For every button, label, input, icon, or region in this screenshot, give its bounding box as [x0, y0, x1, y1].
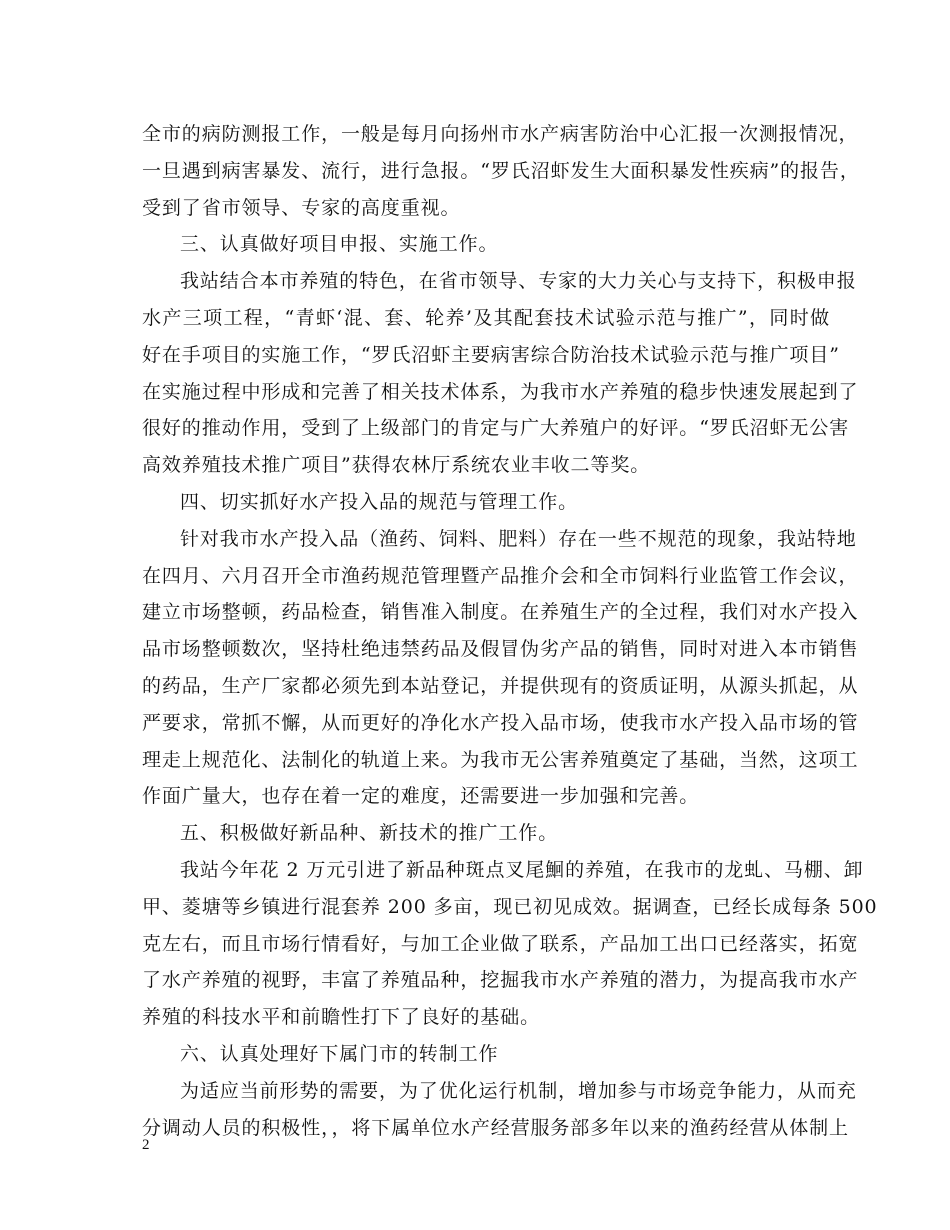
text-line: 作面广量大，也存在着一定的难度，还需要进一步加强和完善。 [142, 785, 700, 808]
section-heading: 三、认真做好项目申报、实施工作。 [180, 233, 499, 256]
text-line: 的药品，生产厂家都必须先到本站登记，并提供现有的资质证明，从源头抓起，从 [142, 674, 859, 697]
text-line: 受到了省市领导、专家的高度重视。 [142, 196, 461, 219]
text-line: 我站今年花 2 万元引进了新品种斑点叉尾鮰的养殖，在我市的龙虬、马棚、卸 [180, 858, 864, 881]
text-line: 一旦遇到病害暴发、流行，进行急报。“罗氏沼虾发生大面积暴发性疾病”的报告， [142, 159, 860, 182]
section-heading: 六、认真处理好下属门市的转制工作 [180, 1042, 499, 1065]
text-line: 甲、菱塘等乡镇进行混套养 200 多亩，现已初见成效。据调查，已经长成每条 500 [142, 895, 878, 918]
text-line: 理走上规范化、法制化的轨道上来。为我市无公害养殖奠定了基础，当然，这项工 [142, 748, 859, 771]
text-line: 克左右，而且市场行情看好，与加工企业做了联系，产品加工出口已经落实，拓宽 [142, 932, 859, 955]
text-line: 好在手项目的实施工作，“罗氏沼虾主要病害综合防治技术试验示范与推广项目” [142, 343, 840, 366]
text-line: 针对我市水产投入品（渔药、饲料、肥料）存在一些不规范的现象，我站特地 [180, 527, 857, 550]
text-line: 了水产养殖的视野，丰富了养殖品种，挖掘我市水产养殖的潜力，为提高我市水产 [142, 969, 859, 992]
text-line: 分调动人员的积极性，，将下属单位水产经营服务部多年以来的渔药经营从体制上 [142, 1116, 849, 1139]
section-heading: 四、切实抓好水产投入品的规范与管理工作。 [180, 490, 579, 513]
text-line: 很好的推动作用，受到了上级部门的肯定与广大养殖户的好评。“罗氏沼虾无公害 [142, 417, 850, 440]
section-heading: 五、积极做好新品种、新技术的推广工作。 [180, 822, 559, 845]
body-text [142, 116, 878, 1146]
text-line: 严要求，常抓不懈，从而更好的净化水产投入品市场，使我市水产投入品市场的管 [142, 711, 859, 734]
text-line: 为适应当前形势的需要，为了优化运行机制，增加参与市场竞争能力，从而充 [180, 1079, 857, 1102]
text-line: 在实施过程中形成和完善了相关技术体系，为我市水产养殖的稳步快速发展起到了 [142, 380, 859, 403]
text-line: 水产三项工程，“青虾‘混、套、轮养’及其配套技术试验示范与推广”，同时做 [142, 306, 830, 329]
text-line: 全市的病防测报工作，一般是每月向扬州市水产病害防治中心汇报一次测报情况， [142, 123, 859, 145]
text-line: 品市场整顿数次，坚持杜绝违禁药品及假冒伪劣产品的销售，同时对进入本市销售 [142, 638, 859, 661]
text-line: 高效养殖技术推广项目”获得农林厅系统农业丰收二等奖。 [142, 454, 651, 477]
text-line: 养殖的科技水平和前瞻性打下了良好的基础。 [142, 1006, 541, 1029]
page-number: 2 [142, 1137, 150, 1153]
text-line: 建立市场整顿，药品检查，销售准入制度。在养殖生产的全过程，我们对水产投入 [142, 601, 859, 624]
text-line: 在四月、六月召开全市渔药规范管理暨产品推介会和全市饲料行业监管工作会议， [142, 564, 859, 587]
text-line: 我站结合本市养殖的特色，在省市领导、专家的大力关心与支持下，积极申报 [180, 270, 857, 293]
